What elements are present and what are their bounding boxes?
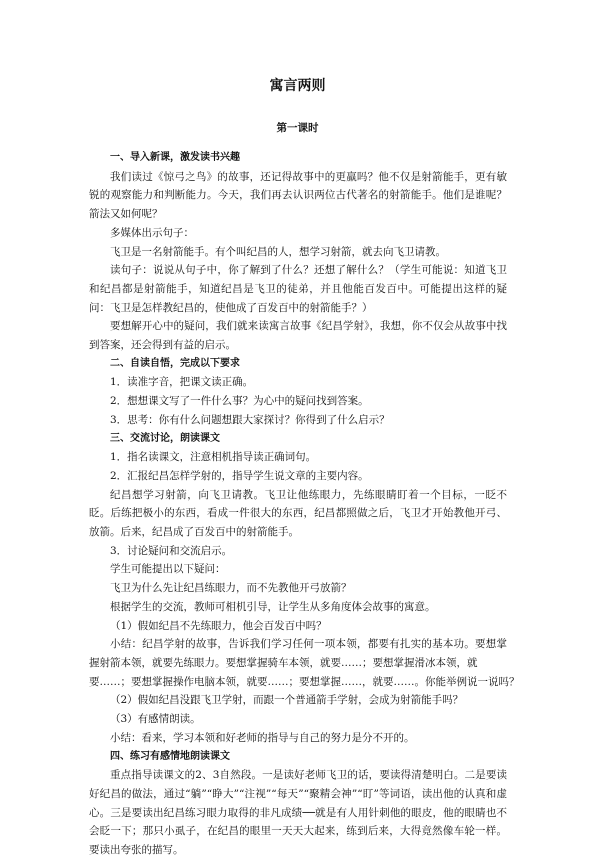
list-item: 2．汇报纪昌怎样学射的，指导学生说文章的主要内容。 [110, 469, 369, 482]
list-item: 1．指名读课文，注意相机指导读正确词句。 [110, 451, 317, 464]
paragraph: 读句子：说说从句子中，你了解到了什么？还想了解什么？（学生可能说：知道飞卫和纪昌都是射箭能手，知道纪昌是飞卫的徒弟，并且他能百发百中。可能提出这样的疑问：飞卫是怎样教纪昌的，使他成了百发百中的射箭能手？） [89, 264, 507, 314]
document-body [89, 149, 520, 860]
paragraph: 多媒体出示句子： [110, 226, 194, 239]
question: （1）假如纪昌不先练眼力，他会百发百中吗？ [110, 619, 327, 632]
section-1-heading: 一、导入新课，激发读书兴趣 [110, 152, 240, 163]
paragraph: 飞卫是一名射箭能手。有个叫纪昌的人，想学习射箭，就去向飞卫请教。 [110, 245, 446, 258]
paragraph: 飞卫为什么先让纪昌练眼力，而不先教他开弓放箭？ [110, 582, 352, 595]
paragraph: 重点指导读课文的2、3自然段。一是读好老师飞卫的话，要读得清楚明白。二是要读好纪昌的做法，通过“躺”“睁大”“注视”“每天”“聚精会神”“盯”等词语，读出他的认真和虚心。三是要读出纪昌练习眼力取得的非凡成绩──就是有人用针刺他的眼皮，他的眼睛也不会眨一下；那只小虱子，在纪昌的眼里一天天大起来，练到后来，大得竟然像车轮一样。要读出夸张的描写。 [89, 769, 507, 857]
paragraph: 小结：看来，学习本领和好老师的指导与自己的努力是分不开的。 [110, 731, 415, 744]
question: （3）有感情朗读。 [110, 713, 201, 726]
section-3-heading: 三、交流讨论，朗读课文 [110, 432, 220, 444]
section-2-heading: 二、自读自悟，完成以下要求 [110, 357, 240, 369]
paragraph: 要想解开心中的疑问，我们就来读寓言故事《纪昌学射》，我想，你不仅会从故事中找到答案，还会得到有益的启示。 [89, 320, 507, 352]
paragraph: 根据学生的交流，教师可相机引导，让学生从多角度体会故事的寓意。 [110, 600, 436, 613]
list-item: 3．思考：你有什么问题想跟大家探讨？你得到了什么启示？ [110, 413, 390, 426]
list-item: 1．读准字音，把课文读正确。 [110, 376, 254, 389]
paragraph-continuation: 要……；要想掌握操作电脑本领，就要……；要想掌握……，就要……。你能举例说一说吗？ [89, 675, 520, 688]
lesson-subtitle: 第一课时 [276, 122, 319, 134]
paragraph: 纪昌想学习射箭，向飞卫请教。飞卫让他练眼力，先练眼睛盯着一个目标，一眨不眨。后练把极小的东西，看成一件很大的东西，纪昌都照做之后，飞卫才开始教他开弓、放箭。后来，纪昌成了百发百中的射箭能手。 [89, 488, 507, 539]
document-title: 寓言两则 [269, 78, 326, 94]
paragraph: 我们读过《惊弓之鸟》的故事，还记得故事中的更羸吗？他不仅是射箭能手，更有敏锐的观察能力和判断能力。今天，我们再去认识两位古代著名的射箭能手。他们是谁呢？箭法又如何呢？ [89, 170, 507, 221]
list-item: 2．想想课文写了一件什么事？为心中的疑问找到答案。 [110, 395, 369, 408]
paragraph: 小结：纪昌学射的故事，告诉我们学习任何一项本领，都要有扎实的基本功。要想掌握射箭本领，就要先练眼力。要想掌握骑车本领，就要……；要想掌握滑冰本领，就 [89, 638, 507, 669]
paragraph: 学生可能提出以下疑问： [110, 563, 226, 576]
list-item: 3．讨论疑问和交流启示。 [110, 544, 233, 557]
question: （2）假如纪昌没跟飞卫学射，而跟一个普通箭手学射，会成为射箭能手吗？ [110, 694, 464, 707]
section-4-heading: 四、练习有感情地朗读课文 [110, 750, 230, 762]
